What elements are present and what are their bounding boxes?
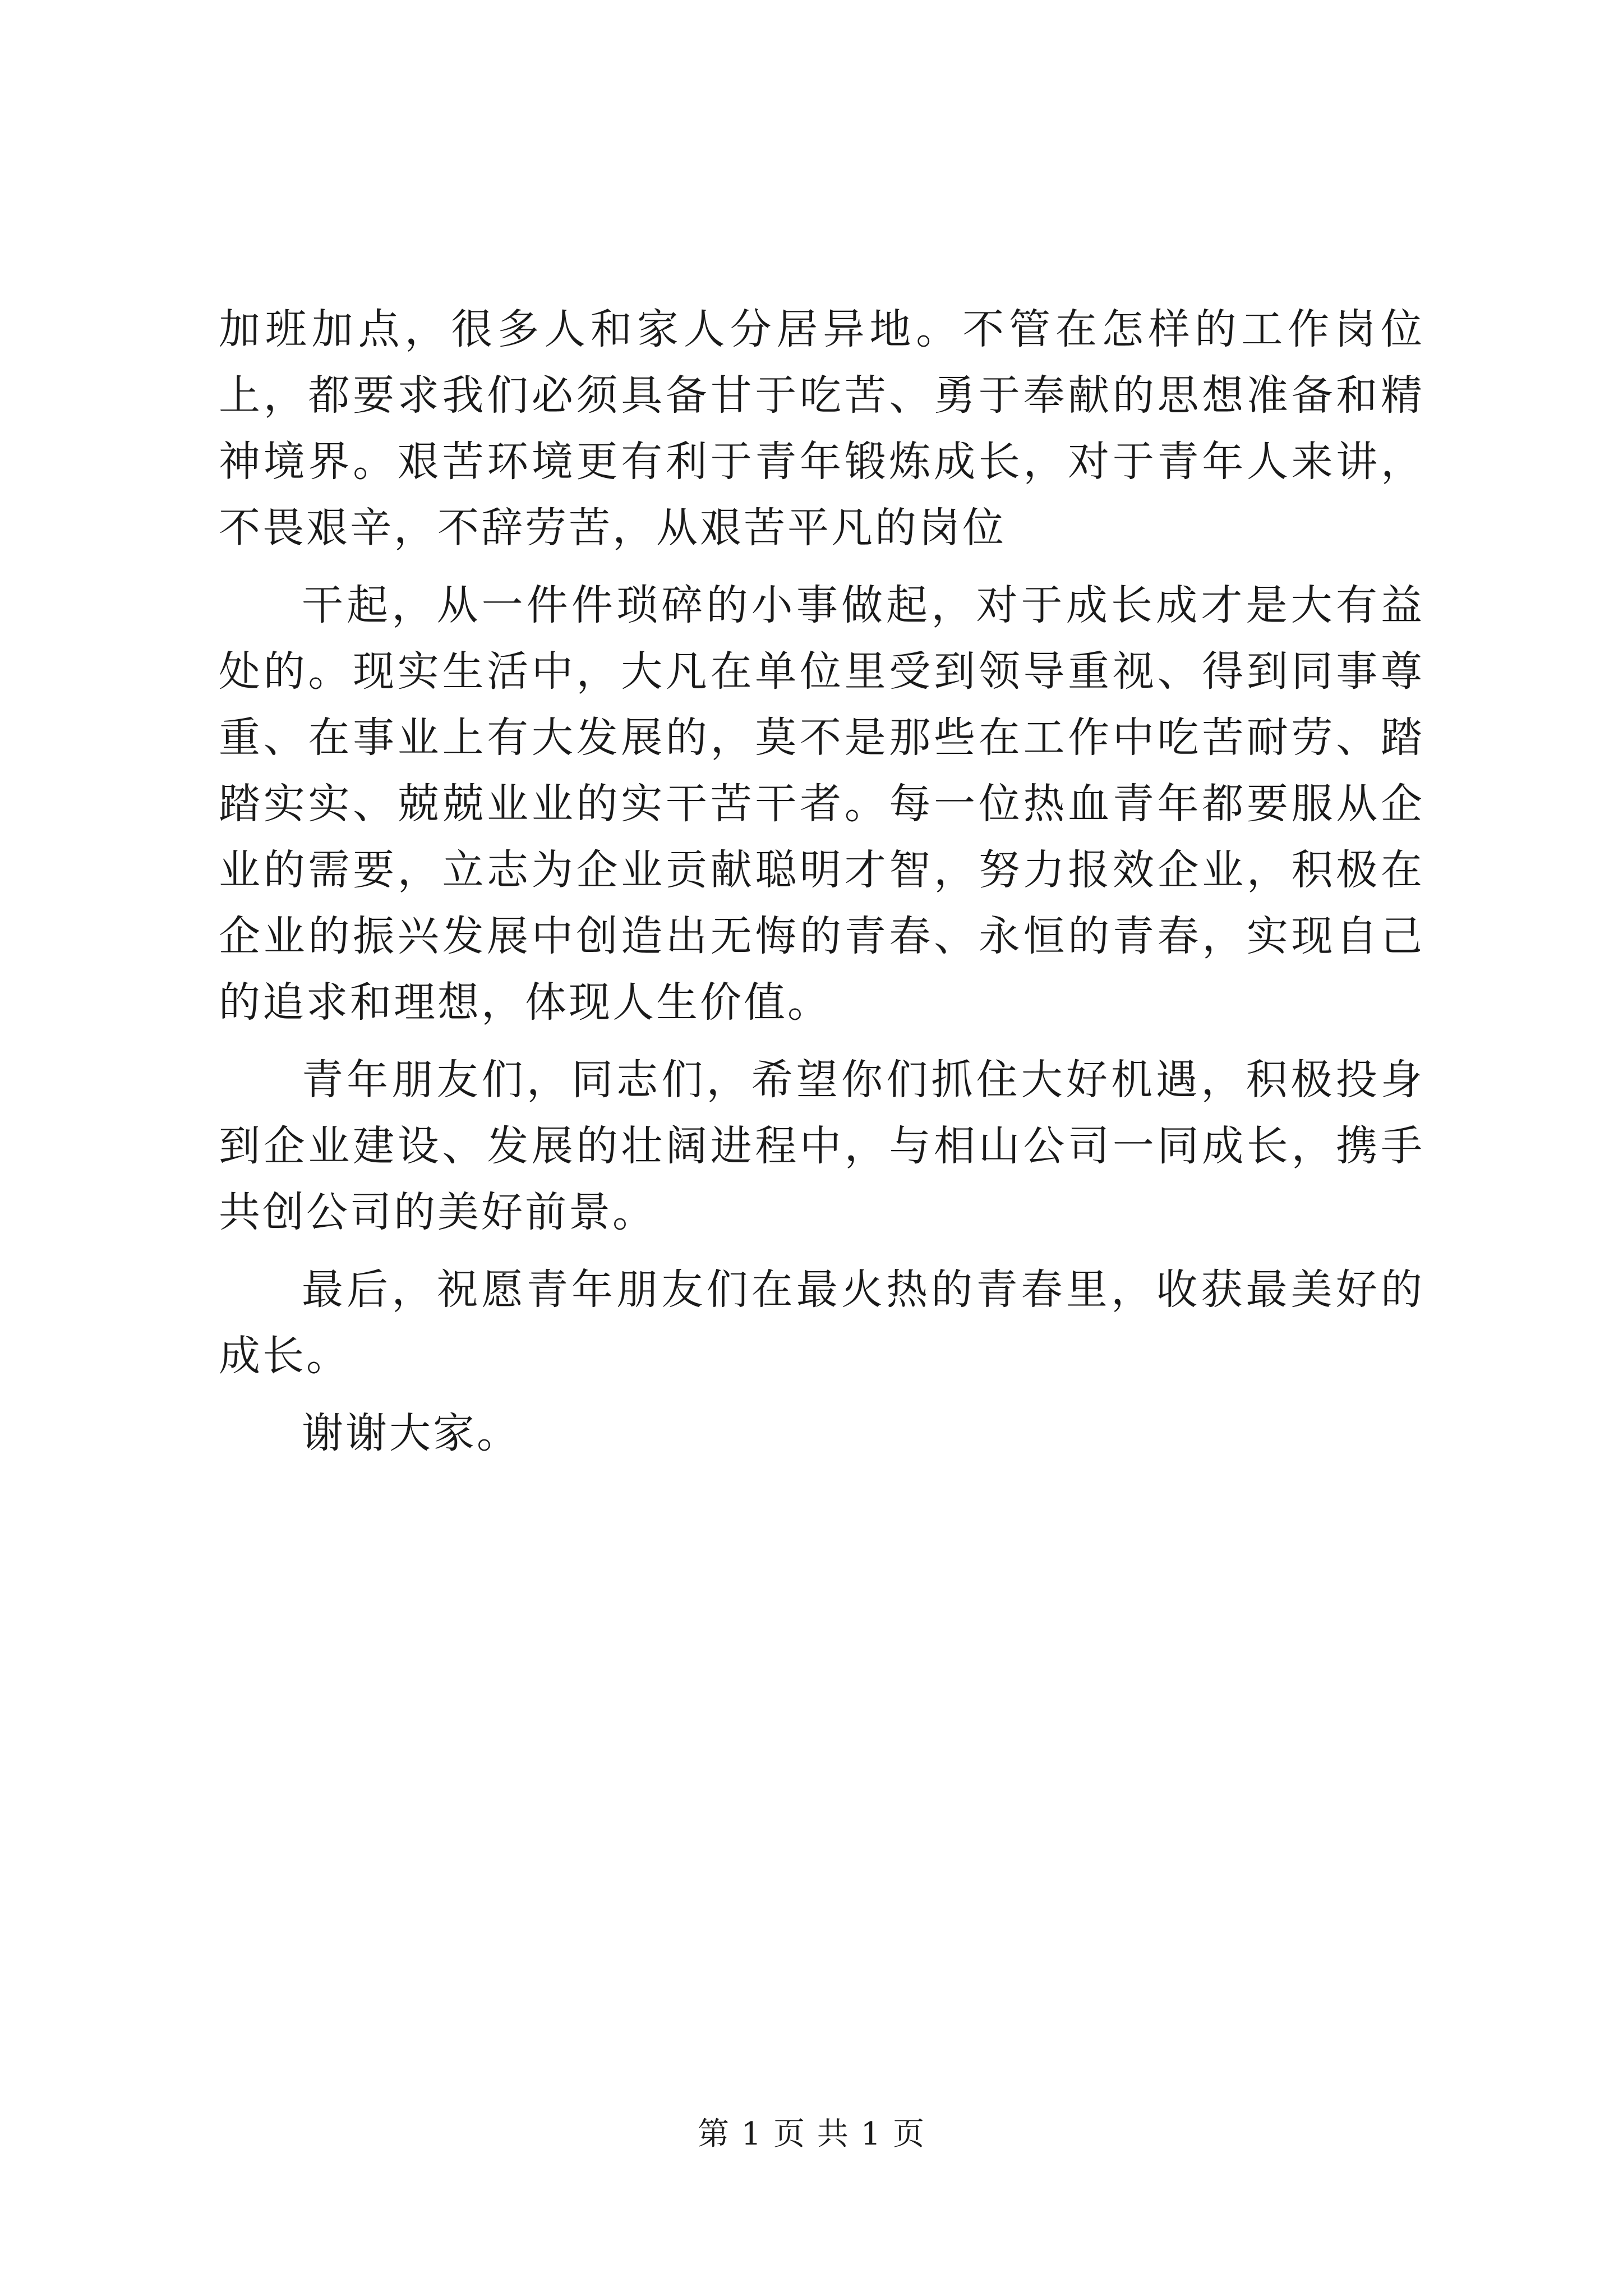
paragraph-5: 谢谢大家。 (302, 1409, 520, 1457)
document-body (219, 296, 1424, 1466)
paragraph-3: 青年朋友们，同志们，希望你们抓住大好机遇，积极投身到企业建设、发展的壮阔进程中，与相山公司一同成长，携手共创公司的美好前景。 (219, 1056, 1424, 1236)
paragraph-1: 加班加点，很多人和家人分居异地。不管在怎样的工作岗位上，都要求我们必须具备甘于吃苦、勇于奉献的思想准备和精神境界。艰苦环境更有利于青年锻炼成长，对于青年人来讲，不畏艰辛，不辞劳苦，从艰苦平凡的岗位 (219, 305, 1424, 552)
paragraph-4: 最后，祝愿青年朋友们在最火热的青春里，收获最美好的成长。 (219, 1266, 1424, 1380)
paragraph-2: 干起，从一件件琐碎的小事做起，对于成长成才是大有益处的。现实生活中，大凡在单位里受到领导重视、得到同事尊重、在事业上有大发展的，莫不是那些在工作中吃苦耐劳、踏踏实实、兢兢业业的实干苦干者。每一位热血青年都要服从企业的需要，立志为企业贡献聪明才智，努力报效企业，积极在企业的振兴发展中创造出无悔的青春、永恒的青春，实现自己的追求和理想，体现人生价值。 (219, 581, 1424, 1027)
page-footer: 第 1 页 共 1 页 (697, 2116, 926, 2152)
